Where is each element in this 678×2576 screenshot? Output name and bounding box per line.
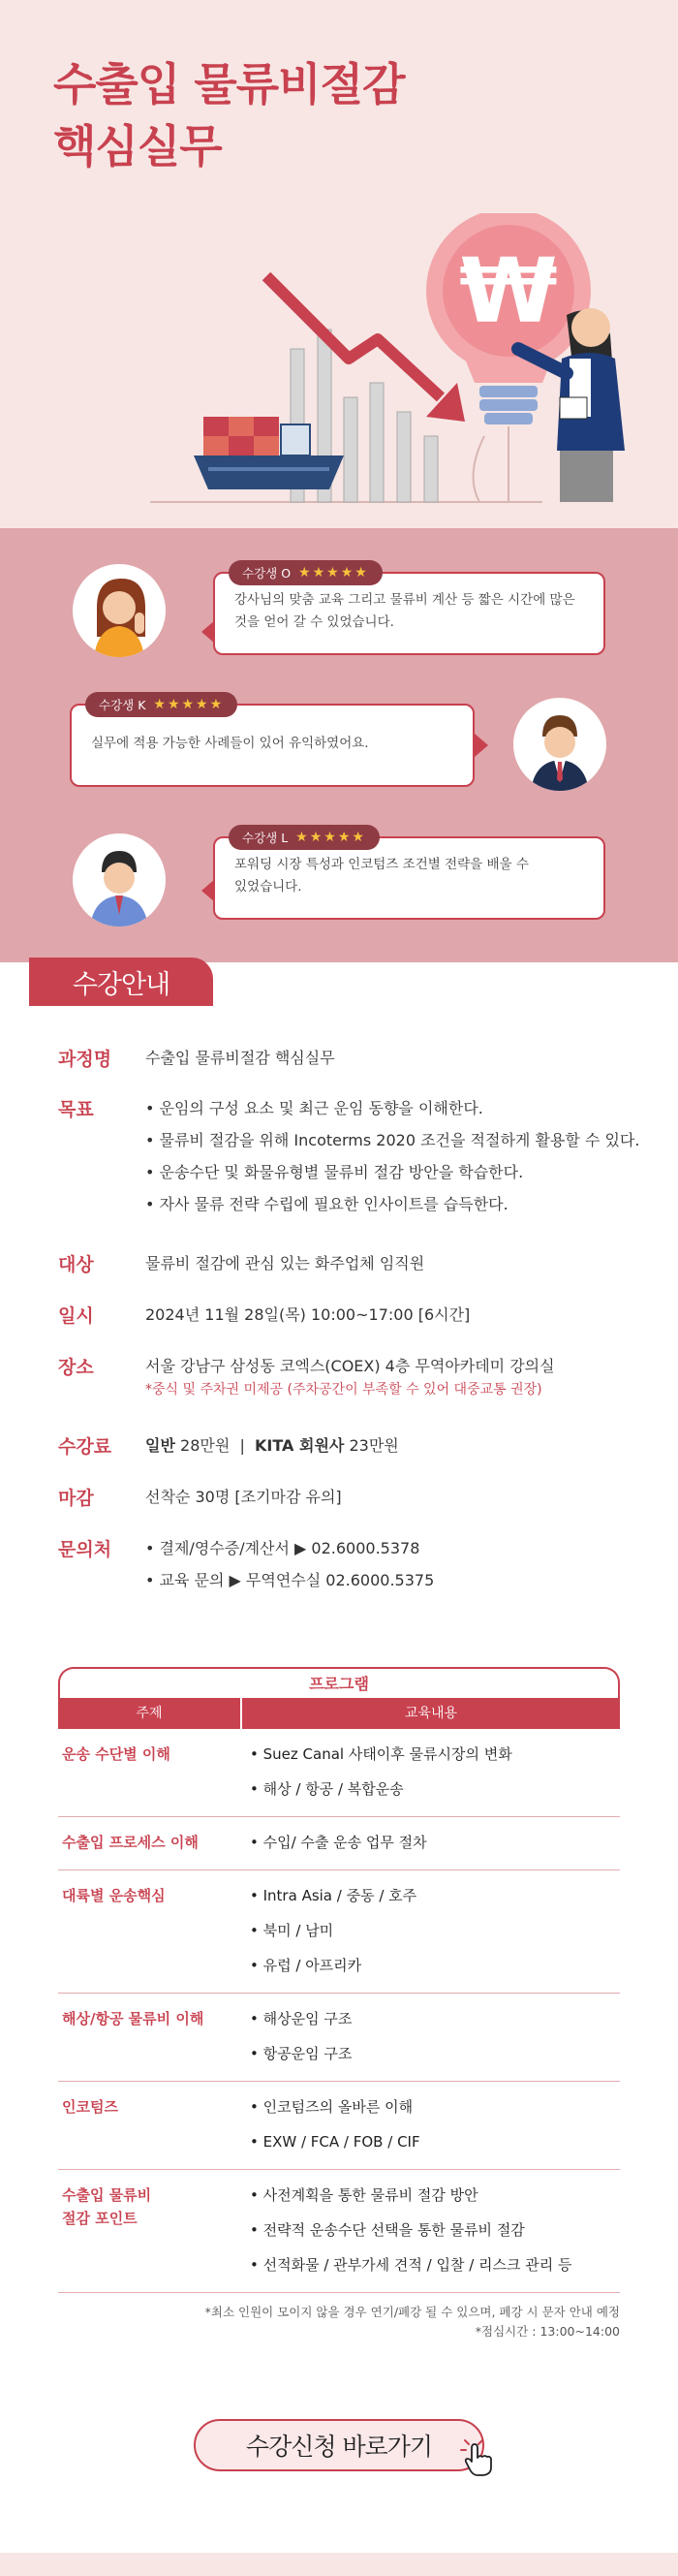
- rating-stars-icon: ★★★★★: [295, 829, 366, 845]
- rating-stars-icon: ★★★★★: [153, 696, 225, 712]
- list-item: • 수입/ 수출 운송 업무 절차: [250, 1825, 620, 1860]
- info-row-place: [58, 1353, 555, 1399]
- info-row-course: [58, 1045, 335, 1072]
- row-topic: [58, 1743, 242, 1806]
- review-text: 실무에 적용 가능한 사례들이 있어 유익하였어요.: [91, 736, 369, 751]
- info-label: 과정명: [58, 1049, 112, 1070]
- list-item: • EXW / FCA / FOB / CIF: [250, 2124, 620, 2159]
- review-tag: [229, 825, 380, 850]
- info-row-goals: [58, 1095, 639, 1220]
- info-label: 마감: [58, 1488, 94, 1509]
- svg-text:₩: ₩: [459, 239, 558, 343]
- topic-text: 운송 수단별 이해: [62, 1745, 170, 1763]
- table-row: [58, 1817, 620, 1870]
- avatar-student-k: [513, 698, 606, 791]
- review-text: 것을 얻어 갈 수 있었습니다.: [234, 614, 394, 630]
- list-item: • Intra Asia / 중동 / 호주: [250, 1878, 620, 1913]
- page-title: [53, 53, 405, 177]
- list-item: • 인코텀즈의 올바른 이해: [250, 2089, 620, 2124]
- rating-stars-icon: ★★★★★: [298, 564, 369, 581]
- topic-text: 인코텀즈: [62, 2098, 118, 2116]
- contact-item: • 결제/영수증/계산서 ▶ 02.6000.5378: [145, 1539, 420, 1557]
- list-item: • 유럽 / 아프리카: [250, 1948, 620, 1983]
- row-items: [242, 1825, 620, 1860]
- student-name: 수강생 L: [242, 830, 289, 845]
- register-button[interactable]: 수강신청 바로가기: [194, 2419, 484, 2471]
- row-topic: [58, 2007, 242, 2071]
- course-date: 2024년 11월 28일(목) 10:00~17:00 [6시간]: [145, 1305, 471, 1324]
- goal-list: [145, 1092, 639, 1220]
- program-notes: [58, 2303, 620, 2341]
- course-place: [145, 1353, 555, 1399]
- pointer-hand-icon: [457, 2435, 496, 2477]
- row-items: [242, 2001, 620, 2071]
- row-topic: [58, 2095, 242, 2159]
- reviews-section: [0, 528, 678, 962]
- deadline: 선착순 30명 [조기마감 유의]: [145, 1488, 342, 1506]
- table-row: [58, 1729, 620, 1817]
- table-row: [58, 2170, 620, 2293]
- list-item: • 선적화물 / 관부가세 견적 / 입찰 / 리스크 관리 등: [250, 2247, 620, 2282]
- info-label: 목표: [58, 1099, 94, 1120]
- fee-general-value: 28만원: [180, 1436, 231, 1455]
- topic-text: 해상/항공 물류비 이해: [62, 2010, 204, 2027]
- program-title: 프로그램: [58, 1667, 620, 1698]
- table-row: [58, 1994, 620, 2082]
- list-item: • 전략적 운송수단 선택을 통한 물류비 절감: [250, 2213, 620, 2247]
- info-label: 일시: [58, 1305, 94, 1327]
- row-topic: [58, 1884, 242, 1983]
- student-name: 수강생 O: [242, 565, 292, 581]
- place-address: 서울 강남구 삼성동 코엑스(COEX) 4층 무역아카데미 강의실: [145, 1357, 555, 1375]
- fee-member-value: 23만원: [349, 1436, 399, 1455]
- info-row-target: [58, 1250, 424, 1277]
- fee-separator: |: [239, 1436, 245, 1455]
- info-label: 문의처: [58, 1539, 112, 1560]
- review-tag: [85, 692, 237, 717]
- list-item: • Suez Canal 사태이후 물류시장의 변화: [250, 1737, 620, 1772]
- program-note: *최소 인원이 모이지 않을 경우 연기/폐강 될 수 있으며, 폐강 시 문자 안내 예정: [204, 2305, 620, 2319]
- review-text: 있었습니다.: [234, 879, 302, 895]
- goal-item: • 물류비 절감을 위해 Incoterms 2020 조건을 적절하게 활용할 수 있다.: [145, 1131, 640, 1149]
- info-label: 장소: [58, 1357, 94, 1378]
- review-bubble-o: [213, 564, 605, 655]
- list-item: • 사전계획을 통한 물류비 절감 방안: [250, 2178, 620, 2213]
- avatar-student-o: [73, 564, 166, 657]
- review-bubble-k: [70, 696, 475, 787]
- table-row: [58, 2082, 620, 2170]
- info-row-contact: [58, 1535, 434, 1596]
- man-avatar-icon: [73, 833, 166, 927]
- goal-item: • 운송수단 및 화물유형별 물류비 절감 방안을 학습한다.: [145, 1163, 524, 1181]
- column-header-content: 교육내용: [404, 1706, 458, 1721]
- contact-list: [145, 1532, 434, 1596]
- list-item: • 북미 / 남미: [250, 1913, 620, 1948]
- list-item: • 해상운임 구조: [250, 2001, 620, 2036]
- review-bubble-l: [213, 829, 605, 920]
- contact-item: • 교육 문의 ▶ 무역연수실 02.6000.5375: [145, 1571, 435, 1589]
- student-name: 수강생 K: [99, 697, 146, 712]
- target-audience: 물류비 절감에 관심 있는 화주업체 임직원: [145, 1254, 425, 1272]
- title-line-2: 핵심실무: [53, 120, 222, 173]
- review-text: 강사님의 맞춤 교육 그리고 물류비 계산 등 짧은 시간에 많은: [234, 592, 575, 608]
- list-item: • 항공운임 구조: [250, 2036, 620, 2071]
- program-note: *점심시간 : 13:00~14:00: [475, 2324, 620, 2339]
- title-line-1: 수출입 물류비절감: [53, 58, 405, 110]
- hero-illustration: [0, 213, 678, 528]
- place-note: *중식 및 주차권 미제공 (주차공간이 부족할 수 있어 대중교통 권장): [145, 1382, 542, 1398]
- goal-item: • 자사 물류 전략 수립에 필요한 인사이트를 습득한다.: [145, 1195, 508, 1213]
- row-items: [242, 1737, 620, 1806]
- program-header: [58, 1698, 620, 1729]
- row-items: [242, 2178, 620, 2282]
- topic-text: 절감 포인트: [62, 2210, 138, 2227]
- info-row-date: [58, 1302, 470, 1329]
- course-fee: [145, 1432, 399, 1460]
- woman-avatar-icon: [73, 564, 166, 657]
- man-avatar-icon: [513, 698, 606, 791]
- info-row-deadline: [58, 1484, 342, 1511]
- row-topic: [58, 1831, 242, 1860]
- row-topic: [58, 2183, 242, 2282]
- topic-text: 대륙별 운송핵심: [62, 1887, 166, 1904]
- review-tag: [229, 560, 383, 585]
- hero-banner: [0, 0, 678, 528]
- info-row-fee: [58, 1432, 399, 1460]
- row-items: [242, 1878, 620, 1983]
- section-tab-course-info: 수강안내: [29, 958, 213, 1006]
- bubble-tail: [475, 734, 488, 757]
- program-table: [58, 1667, 620, 2341]
- column-header-topic: 주제: [58, 1698, 242, 1729]
- footer-band: [0, 2553, 678, 2576]
- row-items: [242, 2089, 620, 2159]
- info-label: 대상: [58, 1254, 94, 1275]
- course-name: 수출입 물류비절감 핵심실무: [145, 1049, 335, 1067]
- fee-general-label: 일반: [145, 1436, 175, 1455]
- list-item: • 해상 / 항공 / 복합운송: [250, 1772, 620, 1806]
- topic-text: 수출입 물류비: [62, 2186, 152, 2204]
- table-row: [58, 1870, 620, 1994]
- fee-member-label: KITA 회원사: [255, 1436, 345, 1455]
- review-text: 포워딩 시장 특성과 인코텀즈 조건별 전략을 배울 수: [234, 857, 529, 872]
- info-label: 수강료: [58, 1436, 112, 1458]
- topic-text: 수출입 프로세스 이해: [62, 1834, 199, 1851]
- avatar-student-l: [73, 833, 166, 927]
- goal-item: • 운임의 구성 요소 및 최근 운임 동향을 이해한다.: [145, 1099, 483, 1117]
